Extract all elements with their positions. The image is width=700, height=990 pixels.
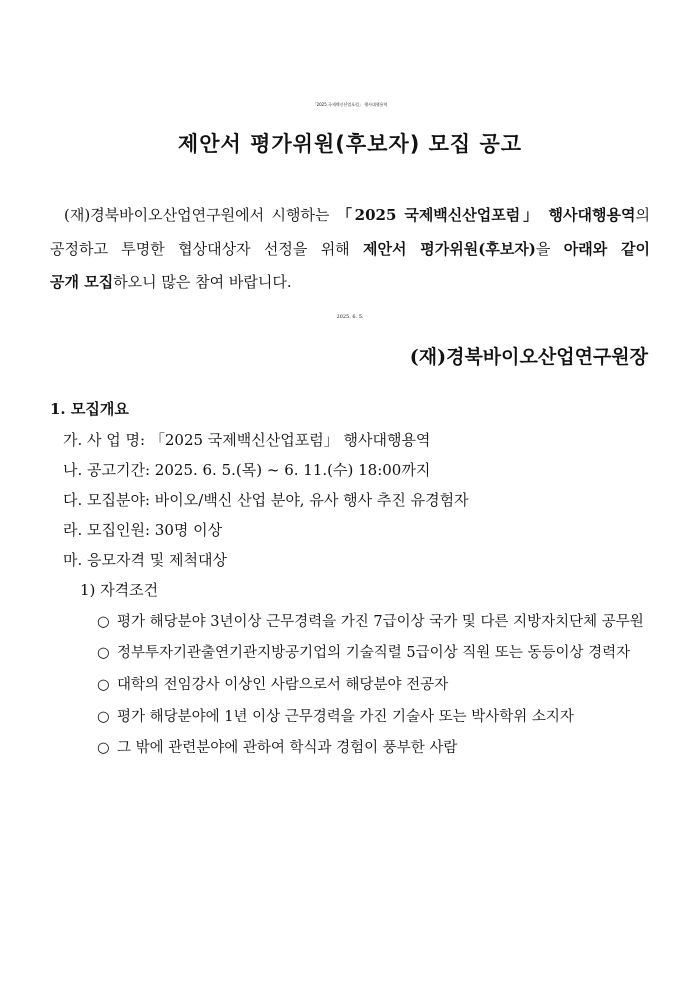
announcement-date: 2025. 6. 5. xyxy=(336,314,364,320)
bullet-text: 평가 해당분야에 1년 이상 근무경력을 가진 기술사 또는 박사학위 소지자 xyxy=(117,709,574,725)
circle-bullet-icon: ○ xyxy=(97,709,110,725)
intro-line-3 xyxy=(50,271,650,292)
circle-bullet-icon: ○ xyxy=(97,614,110,630)
document-subtitle: 「2025 국제백신산업포럼」 행사대행용역 xyxy=(312,102,388,107)
document-title: 제안서 평가위원(후보자) 모집 공고 xyxy=(177,132,523,156)
circle-bullet-icon: ○ xyxy=(97,645,110,661)
intro-text: 을 xyxy=(535,240,564,258)
intro-recruit-target: 제안서 평가위원(후보자) xyxy=(363,240,536,258)
overview-item-headcount: 라. 모집인원: 30명 이상 xyxy=(63,521,223,539)
qualification-bullet xyxy=(97,610,644,631)
intro-emphasis: 공개 모집 xyxy=(50,273,114,291)
overview-item-period: 나. 공고기간: 2025. 6. 5.(목) ~ 6. 11.(수) 18:00까지 xyxy=(63,461,431,479)
bullet-text: 그 밖에 관련분야에 관하여 학식과 경험이 풍부한 사람 xyxy=(117,740,458,756)
intro-line-2 xyxy=(50,238,650,259)
circle-bullet-icon: ○ xyxy=(97,740,110,756)
qualification-bullet xyxy=(97,641,630,662)
qualification-bullet xyxy=(97,705,574,726)
section-heading: 1. 모집개요 xyxy=(50,400,129,418)
intro-line-1 xyxy=(50,204,650,225)
intro-emphasis: 아래와 같이 xyxy=(563,240,650,258)
circle-bullet-icon: ○ xyxy=(97,677,110,693)
bullet-text: 대학의 전임강사 이상인 사람으로서 해당분야 전공자 xyxy=(117,677,449,693)
qualification-subheading: 1) 자격조건 xyxy=(80,581,159,599)
intro-text: 하오니 많은 참여 바랍니다. xyxy=(113,273,292,291)
intro-text: (재)경북바이오산업연구원에서 시행하는 xyxy=(64,206,337,224)
overview-item-qualification: 마. 응모자격 및 제척대상 xyxy=(63,551,227,569)
bullet-text: 평가 해당분야 3년이상 근무경력을 가진 7급이상 국가 및 다른 지방자치단체 공무원 xyxy=(117,614,644,630)
issuing-organization: (재)경북바이오산업연구원장 xyxy=(409,346,648,368)
intro-text: 의 xyxy=(635,206,650,224)
qualification-bullet xyxy=(97,673,448,694)
overview-item-field: 다. 모집분야: 바이오/백신 산업 분야, 유사 행사 추진 유경험자 xyxy=(63,491,469,509)
intro-text: 공정하고 투명한 협상대상자 선정을 위해 xyxy=(50,240,364,258)
bullet-text: 정부투자기관출연기관지방공기업의 기술직렬 5급이상 직원 또는 동등이상 경력자 xyxy=(117,645,631,661)
intro-project-name: 「2025 국제백신산업포럼」 행사대행용역 xyxy=(336,206,636,224)
overview-item-project: 가. 사 업 명: 「2025 국제백신산업포럼」 행사대행용역 xyxy=(63,431,431,449)
qualification-bullet xyxy=(97,736,457,757)
